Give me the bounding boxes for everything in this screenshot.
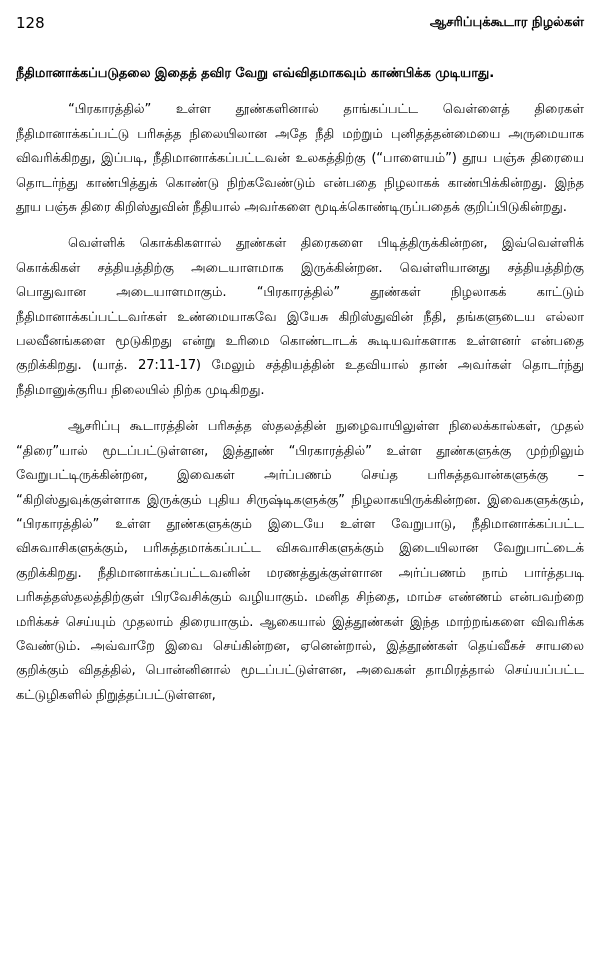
page-header xyxy=(16,12,584,34)
page-number: 128 xyxy=(16,14,45,32)
running-title: ஆசரிப்புக்கூடார நிழல்கள் xyxy=(429,15,584,30)
paragraph-continuation: நீதிமானாக்கப்படுதலை இதைத் தவிர வேறு எவ்விதமாகவும் காண்பிக்க முடியாது. xyxy=(16,66,495,81)
paragraph: ஆசரிப்பு கூடாரத்தின் பரிசுத்த ஸ்தலத்தின் நுழைவாயிலுள்ள நிலைக்கால்கள், முதல் “திரை”யால் மூடப்பட்டுள்ளன, இத்தூண் “பிரகாரத்தில்” உள்ள தூண்களுக்கு முற்றிலும் வேறுபட்டிருக்கின்றன, இவைகள் அர்ப்பணம் செய்த பரிசுத்தவான்களுக்கு – “கிறிஸ்துவுக்குள்ளாக இருக்கும் புதிய சிருஷ்டிகளுக்கு” நிழலாகயிருக்கின்றன. இவைகளுக்கும், “பிரகாரத்தில்” உள்ள தூண்களுக்கும் இடையே உள்ள வேறுபாடு, நீதிமானாக்கப்பட்ட விசுவாசிகளுக்கும், பரிசுத்தமாக்கப்பட்ட விசுவாசிகளுக்கும் இடையிலான வேறுபாட்டைக் குறிக்கிறது. நீதிமானாக்கப்பட்டவனின் மரணத்துக்குள்ளான அர்ப்பணம் நாம் பார்த்தபடி பரிசுத்தஸ்தலத்திற்குள் பிரவேசிக்கும் வழியாகும். மனித சிந்தை, மாம்ச எண்ணம் என்பவற்றை மரிக்கச் செய்யும் முதலாம் திரையாகும். ஆகையால் இத்தூண்கள் இந்த மாற்றங்களை விவரிக்க வேண்டும். அவ்வாறே இவை செய்கின்றன, ஏனென்றால், இத்தூண்கள் தெய்வீகச் சாயலை குறிக்கும் விதத்தில், பொன்னினால் மூடப்பட்டுள்ளன, அவைகள் தாமிரத்தால் செய்யப்பட்ட கட்டுழிகளில் நிறுத்தப்பட்டுள்ளன, xyxy=(16,419,585,703)
paragraph: “பிரகாரத்தில்” உள்ள தூண்களினால் தாங்கப்பட்ட வெள்ளைத் திரைகள் நீதிமானாக்கப்பட்டு பரிசுத்த நிலையிலான அதே நீதி மற்றும் புனிதத்தன்மையை அருமையாக விவரிக்கிறது, இப்படி, நீதிமானாக்கப்பட்டவன் உலகத்திற்கு (“பாளையம்”) தூய பஞ்சு திரையை தொடர்ந்து காண்பித்துக் கொண்டு நிற்கவேண்டும் என்பதை நிழலாகக் காண்பிக்கின்றது. இந்த தூய பஞ்சு திரை கிறிஸ்துவின் நீதியால் அவர்களை மூடிக்கொண்டிருப்பதைக் குறிப்பிடுகின்றது. xyxy=(16,102,584,216)
body-text xyxy=(16,62,584,720)
paragraph: வெள்ளிக் கொக்கிகளால் தூண்கள் திரைகளை பிடித்திருக்கின்றன, இவ்வெள்ளிக் கொக்கிகள் சத்தியத்திற்கு அடையாளமாக இருக்கின்றன. வெள்ளியானது சத்தியத்திற்கு பொதுவான அடையாளமாகும். “பிரகாரத்தில்” தூண்கள் நிழலாகக் காட்டும் நீதிமானாக்கப்பட்டவர்கள் உண்மையாகவே இயேசு கிறிஸ்துவின் நீதி, தங்களுடைய எல்லா பலவீனங்களை மூடுகிறது என்று உரிமை கொண்டாடக் கூடியவர்களாக உள்ளனர் என்பதை குறிக்கிறது. (யாத். 27:11-17) மேலும் சத்தியத்தின் உதவியால் தான் அவர்கள் தொடர்ந்து நீதிமானுக்குரிய நிலையில் நிற்க முடிகிறது. xyxy=(16,236,584,398)
